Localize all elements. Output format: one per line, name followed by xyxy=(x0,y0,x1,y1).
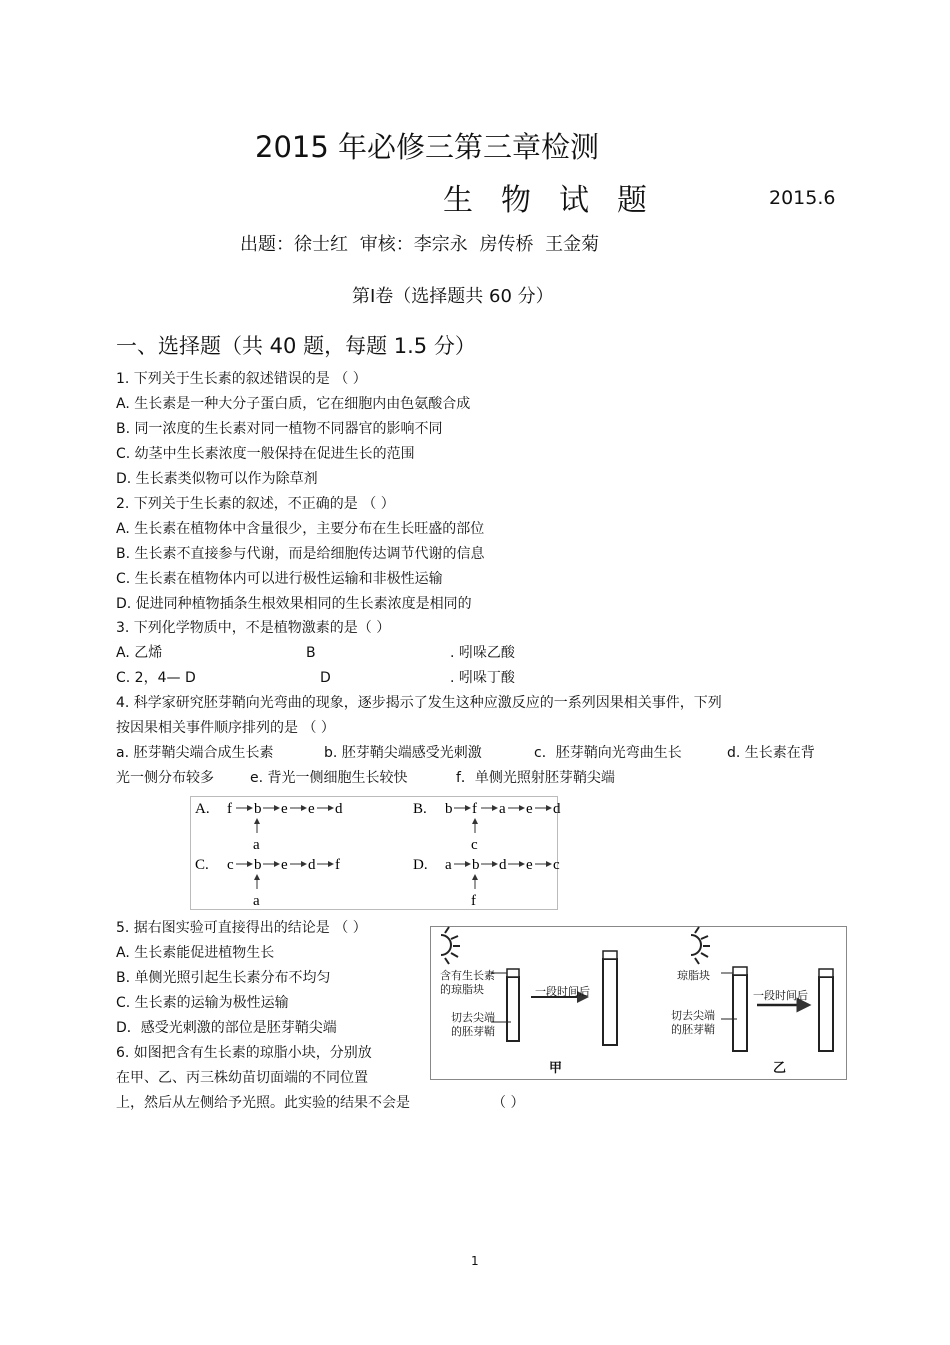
coleoptile-right-before xyxy=(733,975,747,1051)
q1-stem: 1. 下列关于生长素的叙述错误的是 （ ） xyxy=(116,371,367,387)
exam-title: 2015 年必修三第三章检测 xyxy=(255,130,600,164)
chain-node: c xyxy=(227,857,234,873)
q2-option-a: A. 生长素在植物体中含量很少，主要分布在生长旺盛的部位 xyxy=(116,521,485,537)
q3-option-a: A. 乙烯 xyxy=(116,645,163,661)
chain-node: e xyxy=(526,857,533,873)
q4-event-c: c．胚芽鞘向光弯曲生长 xyxy=(534,745,682,761)
coleoptile-left-before xyxy=(507,977,519,1041)
chain-node: c xyxy=(553,857,560,873)
q4-event-e: e. 背光一侧细胞生长较快 xyxy=(250,770,408,786)
q4-event-a: a. 胚芽鞘尖端合成生长素 xyxy=(116,745,274,761)
q4-event-d: d. 生长素在背 xyxy=(727,745,815,761)
q6-line1: 6. 如图把含有生长素的琼脂小块，分别放 xyxy=(116,1045,372,1061)
caption-yi: 乙 xyxy=(773,1061,787,1076)
q4-event-f: f．单侧光照射胚芽鞘尖端 xyxy=(456,770,615,786)
chain-node: f xyxy=(472,801,477,817)
chain-node: b xyxy=(472,857,480,873)
q3-option-b: B xyxy=(306,645,316,661)
q4-stem-line2: 按因果相关事件顺序排列的是 （ ） xyxy=(116,720,335,736)
chain-node: b xyxy=(254,801,262,817)
right-cut-label-2: 的胚芽鞘 xyxy=(671,1023,715,1036)
chain-input-node: f xyxy=(471,893,476,909)
q6-line2: 在甲、乙、丙三株幼苗切面端的不同位置 xyxy=(116,1070,368,1086)
sun-icon-left xyxy=(441,927,460,964)
q5-experiment-figure xyxy=(430,926,847,1080)
q5-option-d: D．感受光刺激的部位是胚芽鞘尖端 xyxy=(116,1020,337,1036)
q6-line3: 上，然后从左侧给予光照。此实验的结果不会是 xyxy=(116,1095,410,1111)
coleoptile-left-after xyxy=(603,959,617,1045)
agar-block-left xyxy=(507,969,519,977)
left-agar-label-2: 的琼脂块 xyxy=(440,983,484,996)
sun-icon-right xyxy=(691,927,710,964)
left-cut-label: 切去尖端 xyxy=(451,1011,495,1024)
chain-node: e xyxy=(526,801,533,817)
chain-node: f xyxy=(335,857,340,873)
chain-input-node: a xyxy=(253,893,260,909)
q6-answer-paren: （ ） xyxy=(492,1095,525,1111)
q3-option-d: D xyxy=(320,670,331,686)
sequence-diagram-svg xyxy=(191,797,561,909)
option-label-B: B. xyxy=(413,801,427,817)
q4-event-b: b. 胚芽鞘尖端感受光刺激 xyxy=(324,745,482,761)
q3-option-b-text: . 吲哚乙酸 xyxy=(450,645,515,661)
exam-date: 2015.6 xyxy=(769,187,836,209)
chain-node: d xyxy=(335,801,343,817)
chain-node: d xyxy=(499,857,507,873)
q2-option-b: B. 生长素不直接参与代谢，而是给细胞传达调节代谢的信息 xyxy=(116,546,485,562)
q5-option-b: B. 单侧光照引起生长素分布不均匀 xyxy=(116,970,331,986)
chain-node: a xyxy=(499,801,506,817)
chain-node: e xyxy=(281,801,288,817)
agar-block-right xyxy=(733,967,747,975)
right-arrow-label: 一段时间后 xyxy=(753,989,808,1002)
agar-block-left-after xyxy=(603,951,617,959)
authors-line: 出题：徐士红 审核：李宗永 房传桥 王金菊 xyxy=(240,234,600,255)
chain-node: d xyxy=(553,801,561,817)
q4-event-d-cont: 光一侧分布较多 xyxy=(116,770,214,786)
q5-option-a: A. 生长素能促进植物生长 xyxy=(116,945,275,961)
chain-input-node: c xyxy=(471,837,478,853)
left-arrow-label: 一段时间后 xyxy=(535,985,590,998)
q5-stem: 5. 据右图实验可直接得出的结论是 （ ） xyxy=(116,920,367,936)
agar-block-right-after xyxy=(819,969,833,977)
right-cut-label: 切去尖端 xyxy=(671,1009,715,1022)
q3-option-d-text: . 吲哚丁酸 xyxy=(450,670,515,686)
caption-jia: 甲 xyxy=(549,1061,563,1076)
chain-node: b xyxy=(445,801,453,817)
q2-stem: 2. 下列关于生长素的叙述，不正确的是 （ ） xyxy=(116,496,395,512)
q2-option-c: C. 生长素在植物体内可以进行极性运输和非极性运输 xyxy=(116,571,443,587)
chain-node: e xyxy=(308,801,315,817)
q1-option-a: A. 生长素是一种大分子蛋白质，它在细胞内由色氨酸合成 xyxy=(116,396,471,412)
left-agar-label: 含有生长素 xyxy=(440,969,495,982)
option-label-C: C. xyxy=(195,857,209,873)
chain-node: e xyxy=(281,857,288,873)
q2-option-d: D. 促进同种植物插条生根效果相同的生长素浓度是相同的 xyxy=(116,596,472,612)
left-cut-label-2: 的胚芽鞘 xyxy=(451,1025,495,1038)
q1-option-b: B. 同一浓度的生长素对同一植物不同器官的影响不同 xyxy=(116,421,443,437)
q3-option-c: C. 2，4— D xyxy=(116,670,196,686)
q4-sequence-diagram xyxy=(190,796,561,910)
q1-option-d: D. 生长素类似物可以作为除草剂 xyxy=(116,471,318,487)
option-label-D: D. xyxy=(413,857,428,873)
subject-title: 生物试题 xyxy=(443,183,675,218)
chain-node: d xyxy=(308,857,316,873)
section-title: 一、选择题（共 40 题，每题 1.5 分） xyxy=(116,334,476,358)
chain-node: b xyxy=(254,857,262,873)
q3-stem: 3. 下列化学物质中，不是植物激素的是（ ） xyxy=(116,620,391,636)
option-label-A: A. xyxy=(195,801,210,817)
chain-node: a xyxy=(445,857,452,873)
chain-input-node: a xyxy=(253,837,260,853)
chain-node: f xyxy=(227,801,232,817)
q5-option-c: C. 生长素的运输为极性运输 xyxy=(116,995,289,1011)
volume-title: 第Ⅰ卷（选择题共 60 分） xyxy=(352,286,554,307)
q4-stem-line1: 4. 科学家研究胚芽鞘向光弯曲的现象，逐步揭示了发生这种应激反应的一系列因果相关事件，下列 xyxy=(116,695,722,711)
right-agar-label: 琼脂块 xyxy=(677,969,710,982)
coleoptile-right-after xyxy=(819,977,833,1051)
page-number: 1 xyxy=(471,1254,479,1268)
q1-option-c: C. 幼茎中生长素浓度一般保持在促进生长的范围 xyxy=(116,446,415,462)
